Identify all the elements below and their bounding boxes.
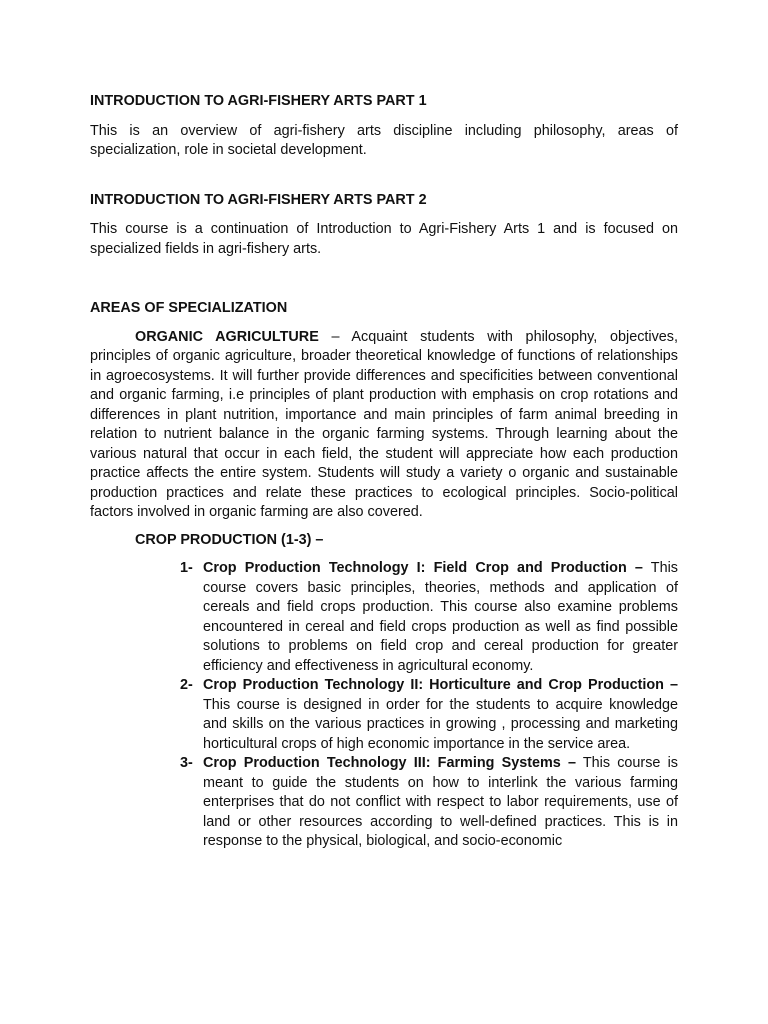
section-2-body: This course is a continuation of Introduction to Agri-Fishery Arts 1 and is focused on specialized fields in agri-fishery arts. xyxy=(90,221,678,257)
course-text: This course covers basic principles, theories, methods and application of cereals and field crops production. This course also examine problems encountered in cereal and field crops production as well as find possible solutions to problems on field crop and cereal production for greater efficiency and effectiveness in agricultural economy. xyxy=(203,560,678,674)
course-text: This course is meant to guide the students on how to interlink the various farming enterprises that do not conflict with respect to labor requirements, use of land or other resources according to well-defined practices. This is in response to the physical, biological, and socio-economic xyxy=(203,755,678,849)
course-description xyxy=(203,754,678,852)
section-2-title: INTRODUCTION TO AGRI-FISHERY ARTS PART 2 xyxy=(90,191,427,208)
course-title: Crop Production Technology I: Field Crop and Production – xyxy=(203,560,643,576)
course-title: Crop Production Technology III: Farming Systems – xyxy=(203,755,576,771)
section-1-body: This is an overview of agri-fishery arts discipline including philosophy, areas of specialization, role in societal development. xyxy=(90,122,678,158)
course-title: Crop Production Technology II: Horticulture and Crop Production – xyxy=(203,677,678,693)
organic-agriculture-paragraph xyxy=(90,328,678,523)
crop-production-title: CROP PRODUCTION (1-3) – xyxy=(135,531,324,548)
document-page xyxy=(90,92,678,852)
section-1-title: INTRODUCTION TO AGRI-FISHERY ARTS PART 1 xyxy=(90,93,427,109)
list-item xyxy=(90,559,678,676)
list-item xyxy=(90,754,678,852)
course-number: 3- xyxy=(180,755,193,771)
course-number: 1- xyxy=(180,560,193,576)
organic-agriculture-label: ORGANIC AGRICULTURE xyxy=(135,328,319,345)
list-item xyxy=(90,676,678,754)
course-list xyxy=(90,559,678,852)
course-description xyxy=(203,559,678,676)
course-text: This course is designed in order for the students to acquire knowledge and skills on the various practices in growing , processing and marketing horticultural crops of high economic importance in the service area. xyxy=(203,696,678,752)
areas-title: AREAS OF SPECIALIZATION xyxy=(90,300,288,316)
course-description xyxy=(203,676,678,754)
course-number: 2- xyxy=(180,677,193,693)
organic-agriculture-text: – Acquaint students with philosophy, objectives, principles of organic agriculture, broader theoretical knowledge of functions of relationships in agroecosystems. It will further provide differences and specificities between conventional and organic farming, i.e principles of plant production with emphasis on crop rotations and differences in plant nutrition, importance and main principles of farm animal breeding in relation to nutrient balance in the organic farming systems. Through learning about the various natural that occur in each field, the student will appreciate how each production practice affects the entire system. Students will study a variety o organic and sustainable production practices and relate these practices to ecological principles. Socio-political factors involved in organic farming are also covered. xyxy=(90,328,678,520)
